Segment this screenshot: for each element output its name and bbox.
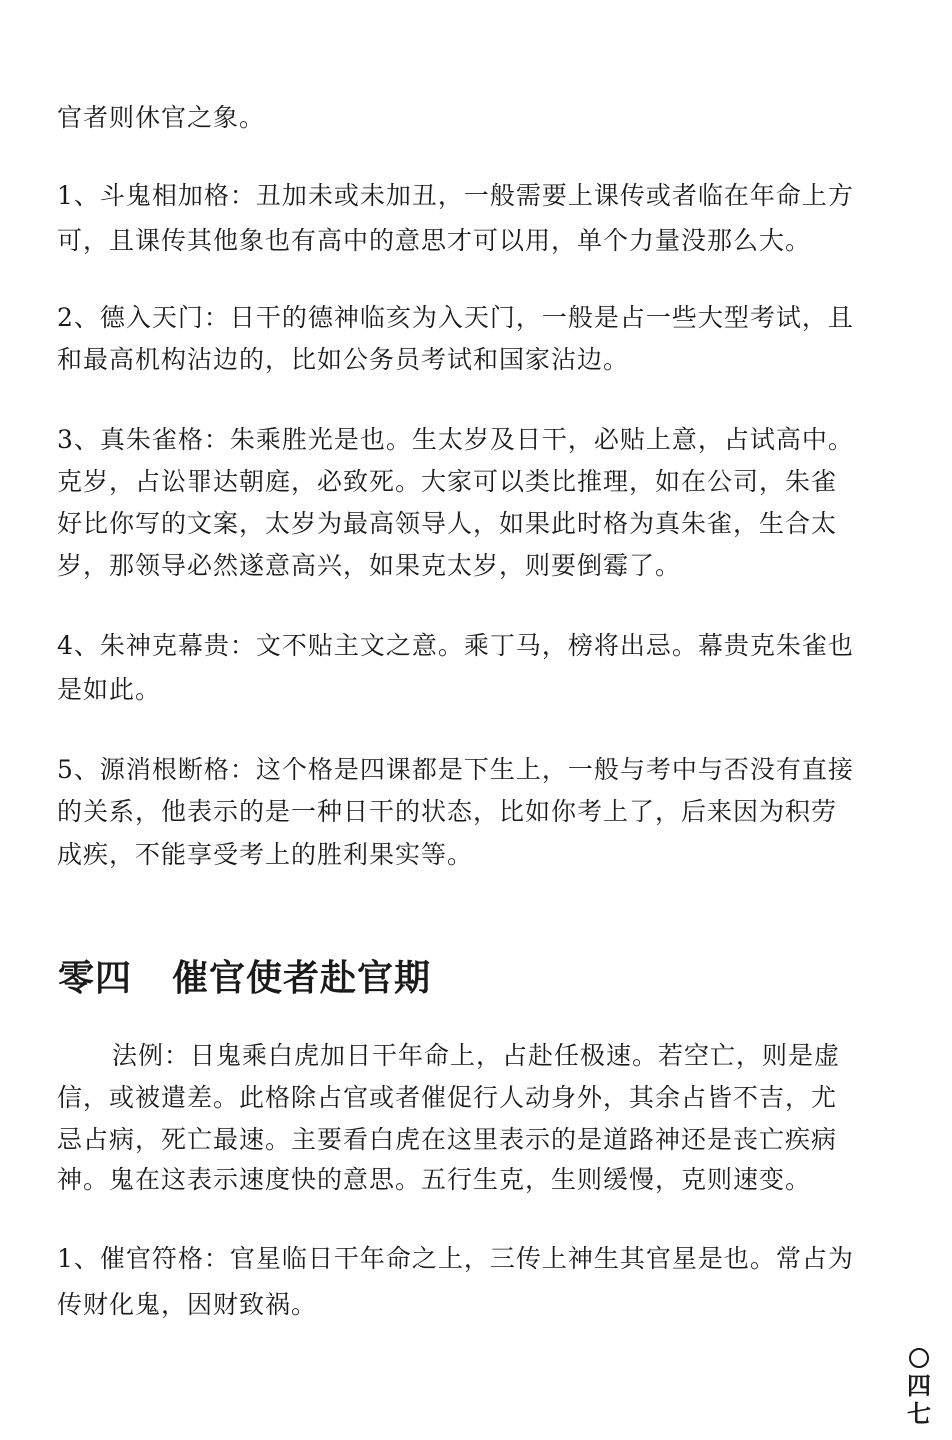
text-line: 成疾，不能享受考上的胜利果实等。 <box>57 840 474 869</box>
text-line: 1、斗鬼相加格：丑加未或未加丑，一般需要上课传或者临在年命上方 <box>57 181 854 210</box>
page-number-char: 四 <box>907 1371 931 1400</box>
text-line: 3、真朱雀格：朱乘胜光是也。生太岁及日干，必贴上意，占试高中。 <box>57 425 854 454</box>
text-line: 岁，那领导必然遂意高兴，如果克太岁，则要倒霉了。 <box>57 551 682 580</box>
text-line: 好比你写的文案，太岁为最高领导人，如果此时格为真朱雀，生合太 <box>57 509 838 538</box>
text-line: 传财化鬼，因财致祸。 <box>57 1290 318 1319</box>
text-line: 信，或被遣差。此格除占官或者催促行人动身外，其余占皆不吉，尤 <box>57 1083 838 1112</box>
zero-circle-icon <box>909 1348 929 1368</box>
text-line: 的关系，他表示的是一种日干的状态，比如你考上了，后来因为积劳 <box>57 797 838 826</box>
page-number <box>904 1344 934 1428</box>
text-line: 是如此。 <box>57 675 162 704</box>
text-line: 克岁，占讼罪达朝庭，必致死。大家可以类比推理，如在公司，朱雀 <box>57 467 838 496</box>
text-line: 官者则休官之象。 <box>57 103 266 132</box>
text-line: 5、源消根断格：这个格是四课都是下生上，一般与考中与否没有直接 <box>57 755 854 784</box>
section-heading <box>58 958 431 998</box>
text-line: 神。鬼在这表示速度快的意思。五行生克，生则缓慢，克则速变。 <box>57 1165 812 1194</box>
section-title-text: 催官使者赴官期 <box>172 957 432 999</box>
text-line: 1、催官符格：官星临日干年命之上，三传上神生其官星是也。常占为 <box>57 1244 854 1273</box>
text-line: 4、朱神克幕贵：文不贴主文之意。乘丁马，榜将出忌。幕贵克朱雀也 <box>57 631 854 660</box>
section-number: 零四 <box>58 957 133 999</box>
page-number-char: 七 <box>907 1399 931 1428</box>
text-line: 2、德入天门：日干的德神临亥为入天门，一般是占一些大型考试，且 <box>57 303 854 332</box>
text-line: 和最高机构沾边的，比如公务员考试和国家沾边。 <box>57 345 630 374</box>
text-line: 可，且课传其他象也有高中的意思才可以用，单个力量没那么大。 <box>57 226 812 255</box>
text-line: 忌占病，死亡最速。主要看白虎在这里表示的是道路神还是丧亡疾病 <box>57 1125 838 1154</box>
text-line: 法例：日鬼乘白虎加日干年命上，占赴任极速。若空亡，则是虚 <box>112 1041 841 1070</box>
